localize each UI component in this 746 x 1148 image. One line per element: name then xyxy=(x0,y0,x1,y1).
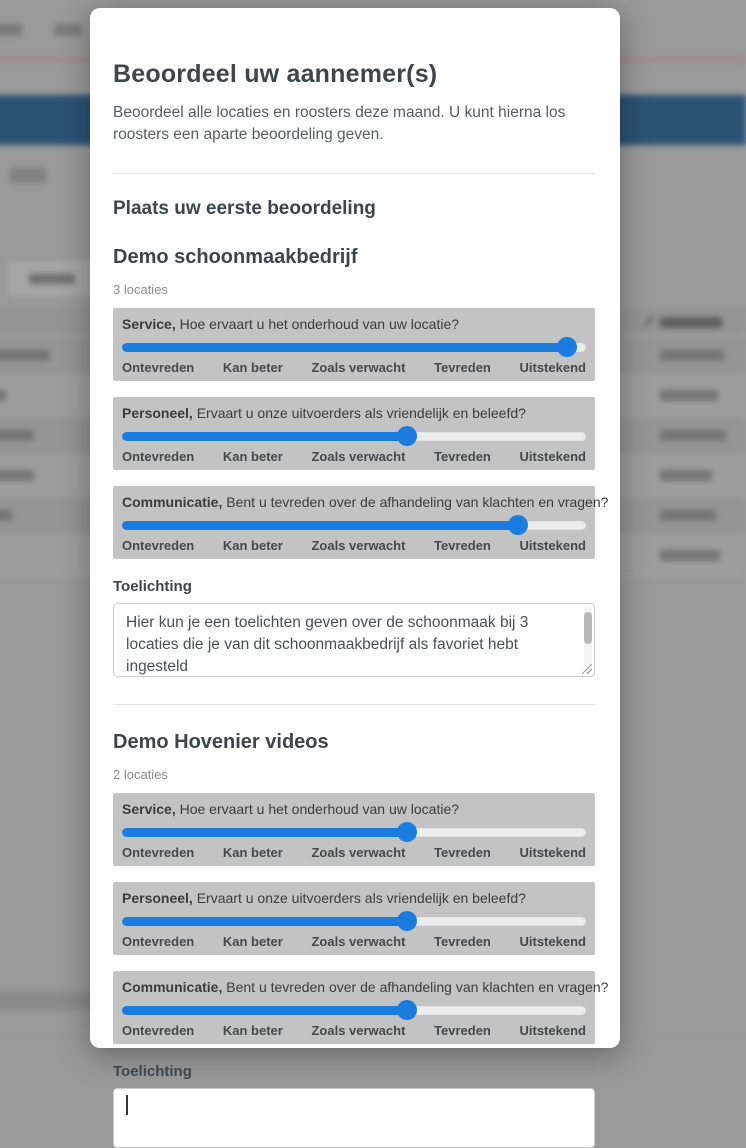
table-header-blob xyxy=(660,317,722,328)
slider-thumb[interactable] xyxy=(397,911,417,931)
dialog-title: Beoordeel uw aannemer(s) xyxy=(113,60,438,88)
scale-label: Uitstekend xyxy=(519,845,586,860)
rating-question-text: Bent u tevreden over de afhandeling van klachten en vragen? xyxy=(226,494,609,510)
cell-blob xyxy=(660,430,726,441)
scale-label: Ontevreden xyxy=(122,360,195,375)
scale-label: Uitstekend xyxy=(519,449,586,464)
scale-labels xyxy=(122,449,586,464)
toelichting-label: Toelichting xyxy=(113,578,192,595)
slider-thumb[interactable] xyxy=(397,1000,417,1020)
contractor-name: Demo schoonmaakbedrijf xyxy=(113,246,358,268)
page-title-blob xyxy=(10,168,46,183)
rating-category: Personeel, xyxy=(122,405,193,421)
nav-item-blob xyxy=(0,24,22,36)
rating-category: Service, xyxy=(122,801,176,817)
scale-label: Kan beter xyxy=(222,1023,283,1038)
scale-label: Kan beter xyxy=(222,538,283,553)
rating-question xyxy=(122,979,609,995)
divider xyxy=(113,704,595,705)
rating-card-service xyxy=(113,793,595,866)
scale-label: Zoals verwacht xyxy=(311,449,406,464)
scale-label: Kan beter xyxy=(222,449,283,464)
rating-card-personeel xyxy=(113,882,595,955)
scale-label: Zoals verwacht xyxy=(311,538,406,553)
section-heading: Plaats uw eerste beoordeling xyxy=(113,198,376,219)
slider-fill xyxy=(122,432,407,441)
rating-category: Service, xyxy=(122,316,176,332)
locations-count: 2 locaties xyxy=(113,767,168,782)
rating-question xyxy=(122,890,586,906)
rating-slider[interactable] xyxy=(122,1000,586,1020)
scale-label: Uitstekend xyxy=(519,1023,586,1038)
rating-card-communicatie xyxy=(113,971,609,1044)
rating-question xyxy=(122,801,586,817)
rating-question-text: Ervaart u onze uitvoerders als vriendelijk en beleefd? xyxy=(196,890,526,906)
rating-category: Communicatie, xyxy=(122,494,223,510)
rating-slider[interactable] xyxy=(122,515,586,535)
rating-question xyxy=(122,316,586,332)
background-button xyxy=(8,262,94,295)
rating-question-text: Ervaart u onze uitvoerders als vriendelijk en beleefd? xyxy=(196,405,526,421)
rating-slider[interactable] xyxy=(122,337,586,357)
scale-label: Kan beter xyxy=(222,845,283,860)
scale-label: Zoals verwacht xyxy=(311,845,406,860)
scale-label: Tevreden xyxy=(434,1023,491,1038)
pencil-icon xyxy=(642,316,654,328)
text-cursor xyxy=(126,1095,128,1115)
rating-card-communicatie xyxy=(113,486,609,559)
rating-question-text: Hoe ervaart u het onderhoud van uw locatie? xyxy=(179,801,460,817)
toelichting-wrapper xyxy=(113,603,595,677)
cell-blob xyxy=(660,350,724,361)
cell-blob xyxy=(0,430,34,441)
button-label-blob xyxy=(29,274,75,284)
scale-label: Ontevreden xyxy=(122,449,195,464)
scale-label: Tevreden xyxy=(434,538,491,553)
toelichting-wrapper xyxy=(113,1088,595,1148)
contractor-name: Demo Hovenier videos xyxy=(113,731,329,753)
slider-thumb[interactable] xyxy=(397,822,417,842)
slider-thumb[interactable] xyxy=(397,426,417,446)
dialog-description: Beoordeel alle locaties en roosters deze maand. U kunt hierna los roosters een aparte beoordeling geven. xyxy=(113,104,566,143)
slider-fill xyxy=(122,521,518,530)
cell-blob xyxy=(0,390,6,401)
scale-labels xyxy=(122,1023,586,1038)
scrollbar-thumb[interactable] xyxy=(584,612,592,644)
scale-label: Uitstekend xyxy=(519,360,586,375)
toelichting-label: Toelichting xyxy=(113,1063,192,1080)
rating-question-text: Bent u tevreden over de afhandeling van klachten en vragen? xyxy=(226,979,609,995)
scale-labels xyxy=(122,845,586,860)
scale-label: Tevreden xyxy=(434,934,491,949)
scale-label: Ontevreden xyxy=(122,845,195,860)
scale-labels xyxy=(122,934,586,949)
scale-label: Ontevreden xyxy=(122,934,195,949)
scale-label: Zoals verwacht xyxy=(311,360,406,375)
rating-card-personeel xyxy=(113,397,595,470)
cell-blob xyxy=(660,390,718,401)
slider-thumb[interactable] xyxy=(508,515,528,535)
rating-category: Communicatie, xyxy=(122,979,223,995)
slider-fill xyxy=(122,828,407,837)
cell-blob xyxy=(0,350,50,361)
rating-slider[interactable] xyxy=(122,911,586,931)
cell-blob xyxy=(0,510,12,521)
slider-fill xyxy=(122,343,567,352)
rating-card-service xyxy=(113,308,595,381)
locations-count: 3 locaties xyxy=(113,282,168,297)
cell-blob xyxy=(660,470,712,481)
rating-question-text: Hoe ervaart u het onderhoud van uw locatie? xyxy=(179,316,460,332)
toelichting-textarea[interactable] xyxy=(113,603,595,677)
scale-label: Tevreden xyxy=(434,360,491,375)
slider-thumb[interactable] xyxy=(557,337,577,357)
scale-label: Uitstekend xyxy=(519,538,586,553)
cell-blob xyxy=(660,550,720,561)
slider-fill xyxy=(122,1006,407,1015)
scale-label: Zoals verwacht xyxy=(311,934,406,949)
toelichting-textarea[interactable] xyxy=(113,1088,595,1148)
scale-label: Zoals verwacht xyxy=(311,1023,406,1038)
divider xyxy=(113,173,595,174)
scale-label: Tevreden xyxy=(434,449,491,464)
scale-label: Tevreden xyxy=(434,845,491,860)
scale-label: Kan beter xyxy=(222,934,283,949)
scale-label: Kan beter xyxy=(222,360,283,375)
rating-slider[interactable] xyxy=(122,822,586,842)
cell-blob xyxy=(660,510,716,521)
rating-category: Personeel, xyxy=(122,890,193,906)
rating-question xyxy=(122,494,609,510)
scale-labels xyxy=(122,538,586,553)
scale-label: Uitstekend xyxy=(519,934,586,949)
scale-label: Ontevreden xyxy=(122,1023,195,1038)
slider-fill xyxy=(122,917,407,926)
nav-item-blob xyxy=(54,24,82,36)
rating-question xyxy=(122,405,586,421)
cell-blob xyxy=(0,470,34,481)
rating-slider[interactable] xyxy=(122,426,586,446)
resize-grip-icon[interactable] xyxy=(582,664,592,674)
scale-labels xyxy=(122,360,586,375)
review-dialog xyxy=(90,8,620,1080)
scale-label: Ontevreden xyxy=(122,538,195,553)
